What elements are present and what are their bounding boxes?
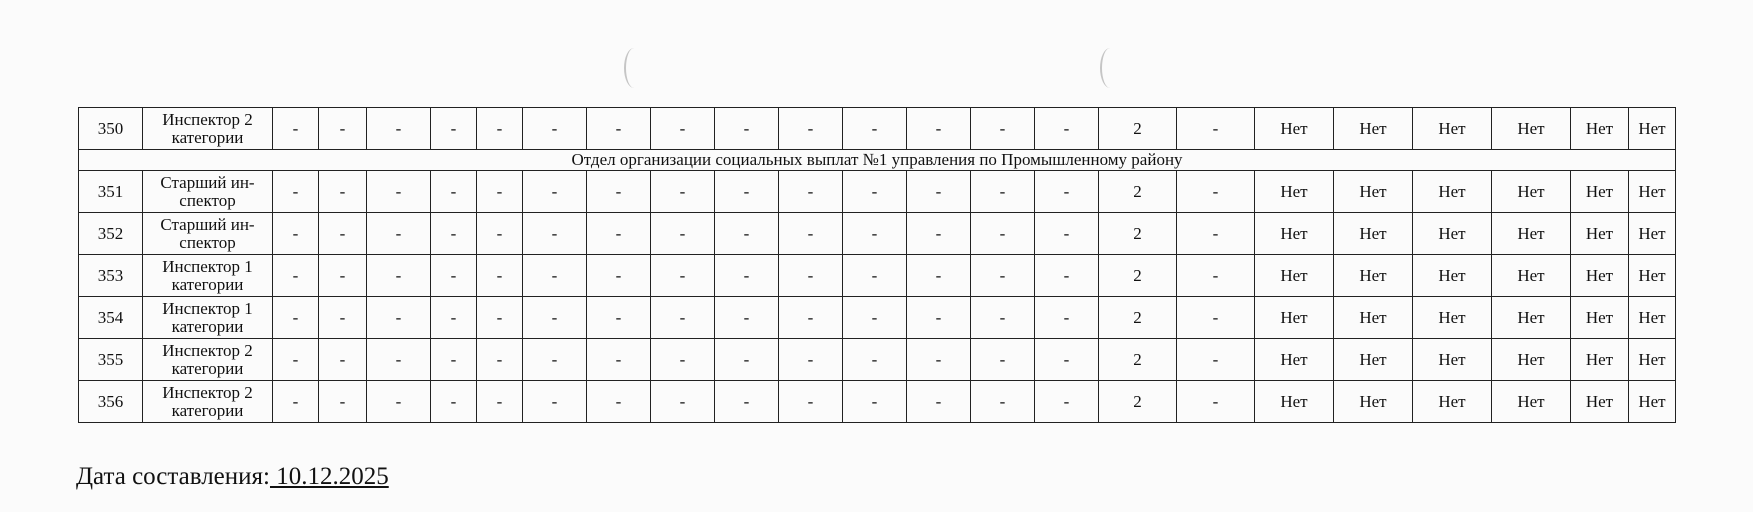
value-cell: Нет — [1492, 213, 1571, 255]
value-cell: - — [971, 339, 1035, 381]
value-cell: - — [715, 339, 779, 381]
value-cell: - — [779, 108, 843, 150]
value-cell: - — [523, 213, 587, 255]
value-cell: Нет — [1413, 297, 1492, 339]
value-cell: Нет — [1413, 213, 1492, 255]
table-row — [79, 255, 1676, 297]
value-cell: - — [971, 381, 1035, 423]
value-cell: - — [843, 255, 907, 297]
value-cell: - — [715, 213, 779, 255]
position-cell — [143, 339, 273, 381]
value-cell: - — [1035, 297, 1099, 339]
value-cell: - — [523, 171, 587, 213]
value-cell: Нет — [1571, 255, 1629, 297]
value-cell: Нет — [1255, 108, 1334, 150]
value-cell: - — [523, 255, 587, 297]
value-cell: - — [273, 381, 319, 423]
value-cell: - — [843, 171, 907, 213]
positions-table — [78, 107, 1676, 423]
value-cell: 2 — [1099, 213, 1177, 255]
value-cell: Нет — [1571, 108, 1629, 150]
row-number-cell: 353 — [79, 255, 143, 297]
value-cell: - — [431, 381, 477, 423]
value-cell: - — [523, 297, 587, 339]
table-row — [79, 171, 1676, 213]
value-cell: - — [651, 381, 715, 423]
value-cell: - — [779, 213, 843, 255]
value-cell: - — [431, 339, 477, 381]
position-cell — [143, 255, 273, 297]
value-cell: - — [319, 213, 367, 255]
value-cell: - — [715, 297, 779, 339]
value-cell: - — [715, 108, 779, 150]
value-cell: - — [273, 255, 319, 297]
value-cell: 2 — [1099, 171, 1177, 213]
value-cell: - — [587, 108, 651, 150]
value-cell: - — [587, 381, 651, 423]
value-cell: - — [779, 297, 843, 339]
value-cell: Нет — [1334, 255, 1413, 297]
value-cell: - — [1177, 297, 1255, 339]
table-row — [79, 108, 1676, 150]
value-cell: 2 — [1099, 108, 1177, 150]
value-cell: - — [1177, 255, 1255, 297]
value-cell: Нет — [1255, 255, 1334, 297]
position-line: Старший ин- — [160, 172, 255, 192]
scan-artifact-mark — [1100, 48, 1120, 88]
value-cell: - — [273, 339, 319, 381]
position-cell — [143, 108, 273, 150]
value-cell: - — [431, 108, 477, 150]
value-cell: - — [651, 297, 715, 339]
value-cell: - — [1177, 213, 1255, 255]
value-cell: Нет — [1413, 255, 1492, 297]
section-title: Отдел организации социальных выплат №1 управления по Промышленному району — [79, 150, 1676, 171]
value-cell: - — [907, 171, 971, 213]
value-cell: - — [431, 171, 477, 213]
value-cell: Нет — [1629, 339, 1676, 381]
value-cell: Нет — [1492, 171, 1571, 213]
position-line: Старший ин- — [160, 214, 255, 234]
value-cell: Нет — [1492, 381, 1571, 423]
value-cell: - — [523, 339, 587, 381]
value-cell: Нет — [1492, 297, 1571, 339]
row-number-cell: 351 — [79, 171, 143, 213]
value-cell: - — [1035, 255, 1099, 297]
value-cell: - — [319, 381, 367, 423]
value-cell: - — [1035, 171, 1099, 213]
value-cell: - — [587, 255, 651, 297]
value-cell: - — [651, 171, 715, 213]
value-cell: - — [907, 381, 971, 423]
value-cell: Нет — [1492, 108, 1571, 150]
value-cell: - — [779, 339, 843, 381]
value-cell: - — [971, 108, 1035, 150]
row-number-cell: 352 — [79, 213, 143, 255]
value-cell: Нет — [1571, 381, 1629, 423]
value-cell: Нет — [1255, 339, 1334, 381]
value-cell: - — [907, 255, 971, 297]
value-cell: Нет — [1629, 171, 1676, 213]
value-cell: - — [651, 339, 715, 381]
value-cell: - — [971, 213, 1035, 255]
value-cell: - — [779, 255, 843, 297]
value-cell: - — [971, 297, 1035, 339]
position-line: категории — [171, 400, 244, 420]
value-cell: - — [367, 339, 431, 381]
value-cell: - — [587, 297, 651, 339]
value-cell: - — [1177, 108, 1255, 150]
value-cell: 2 — [1099, 339, 1177, 381]
compilation-date-label: Дата составления: — [76, 463, 270, 490]
value-cell: - — [367, 255, 431, 297]
position-cell — [143, 171, 273, 213]
row-number-cell: 350 — [79, 108, 143, 150]
value-cell: Нет — [1334, 171, 1413, 213]
compilation-date-value: 10.12.2025 — [269, 463, 389, 490]
value-cell: - — [273, 297, 319, 339]
value-cell: - — [1035, 213, 1099, 255]
value-cell: - — [715, 381, 779, 423]
value-cell: Нет — [1629, 381, 1676, 423]
value-cell: - — [587, 339, 651, 381]
value-cell: - — [367, 213, 431, 255]
value-cell: 2 — [1099, 255, 1177, 297]
value-cell: - — [907, 213, 971, 255]
value-cell: Нет — [1413, 381, 1492, 423]
value-cell: - — [319, 255, 367, 297]
value-cell: - — [273, 171, 319, 213]
value-cell: - — [843, 381, 907, 423]
value-cell: - — [651, 108, 715, 150]
value-cell: - — [779, 171, 843, 213]
value-cell: - — [715, 171, 779, 213]
value-cell: - — [587, 171, 651, 213]
value-cell: - — [477, 108, 523, 150]
value-cell: - — [477, 255, 523, 297]
value-cell: 2 — [1099, 381, 1177, 423]
value-cell: - — [477, 339, 523, 381]
value-cell: - — [1177, 171, 1255, 213]
value-cell: Нет — [1334, 339, 1413, 381]
value-cell: - — [907, 297, 971, 339]
value-cell: - — [651, 255, 715, 297]
value-cell: - — [715, 255, 779, 297]
value-cell: Нет — [1413, 108, 1492, 150]
section-header-row — [79, 150, 1676, 171]
value-cell: - — [907, 108, 971, 150]
value-cell: 2 — [1099, 297, 1177, 339]
value-cell: - — [367, 171, 431, 213]
value-cell: - — [523, 108, 587, 150]
value-cell: - — [1177, 339, 1255, 381]
value-cell: - — [477, 213, 523, 255]
value-cell: - — [843, 108, 907, 150]
value-cell: - — [319, 339, 367, 381]
row-number-cell: 355 — [79, 339, 143, 381]
position-cell — [143, 213, 273, 255]
value-cell: Нет — [1334, 297, 1413, 339]
value-cell: Нет — [1629, 108, 1676, 150]
value-cell: Нет — [1571, 339, 1629, 381]
value-cell: - — [1035, 381, 1099, 423]
value-cell: Нет — [1413, 339, 1492, 381]
value-cell: - — [319, 108, 367, 150]
row-number-cell: 354 — [79, 297, 143, 339]
position-line: категории — [171, 127, 244, 147]
value-cell: - — [651, 213, 715, 255]
value-cell: Нет — [1334, 381, 1413, 423]
value-cell: Нет — [1255, 381, 1334, 423]
value-cell: - — [1035, 108, 1099, 150]
value-cell: - — [431, 255, 477, 297]
position-line: Инспектор 1 — [162, 256, 253, 276]
position-line: спектор — [179, 190, 236, 210]
position-cell — [143, 297, 273, 339]
position-line: категории — [171, 358, 244, 378]
value-cell: Нет — [1334, 213, 1413, 255]
value-cell: - — [523, 381, 587, 423]
value-cell: - — [477, 297, 523, 339]
table-row — [79, 297, 1676, 339]
value-cell: Нет — [1413, 171, 1492, 213]
value-cell: - — [779, 381, 843, 423]
value-cell: - — [907, 339, 971, 381]
value-cell: - — [431, 297, 477, 339]
row-number-cell: 356 — [79, 381, 143, 423]
position-cell — [143, 381, 273, 423]
value-cell: - — [367, 297, 431, 339]
value-cell: - — [477, 171, 523, 213]
scan-artifact-mark — [624, 48, 644, 88]
value-cell: - — [1177, 381, 1255, 423]
value-cell: Нет — [1629, 255, 1676, 297]
value-cell: Нет — [1629, 297, 1676, 339]
value-cell: - — [431, 213, 477, 255]
value-cell: Нет — [1571, 171, 1629, 213]
value-cell: - — [319, 297, 367, 339]
value-cell: - — [843, 339, 907, 381]
value-cell: - — [843, 213, 907, 255]
value-cell: - — [477, 381, 523, 423]
position-line: категории — [171, 274, 244, 294]
position-line: Инспектор 1 — [162, 298, 253, 318]
value-cell: - — [273, 108, 319, 150]
table-row — [79, 381, 1676, 423]
value-cell: Нет — [1334, 108, 1413, 150]
value-cell: Нет — [1571, 297, 1629, 339]
value-cell: - — [367, 108, 431, 150]
position-line: Инспектор 2 — [162, 109, 253, 129]
table-row — [79, 213, 1676, 255]
table-row — [79, 339, 1676, 381]
value-cell: Нет — [1492, 339, 1571, 381]
value-cell: Нет — [1255, 297, 1334, 339]
position-line: категории — [171, 316, 244, 336]
value-cell: Нет — [1629, 213, 1676, 255]
value-cell: Нет — [1255, 213, 1334, 255]
position-line: Инспектор 2 — [162, 382, 253, 402]
value-cell: Нет — [1492, 255, 1571, 297]
value-cell: - — [587, 213, 651, 255]
compilation-date-line — [76, 462, 389, 492]
position-line: Инспектор 2 — [162, 340, 253, 360]
value-cell: - — [843, 297, 907, 339]
value-cell: - — [1035, 339, 1099, 381]
value-cell: Нет — [1255, 171, 1334, 213]
value-cell: Нет — [1571, 213, 1629, 255]
value-cell: - — [367, 381, 431, 423]
value-cell: - — [971, 171, 1035, 213]
value-cell: - — [319, 171, 367, 213]
value-cell: - — [971, 255, 1035, 297]
position-line: спектор — [179, 232, 236, 252]
value-cell: - — [273, 213, 319, 255]
